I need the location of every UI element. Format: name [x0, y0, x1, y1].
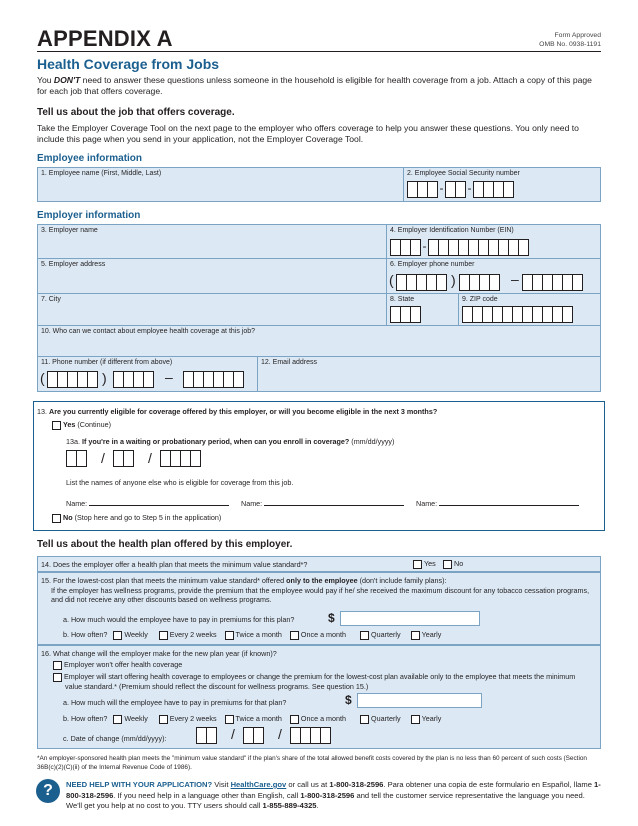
zip-label: 9. ZIP code [462, 296, 498, 303]
help-text: NEED HELP WITH YOUR APPLICATION? Visit HealthCare.gov or call us at 1-800-318-2596. Para obtener una copia de este formulario en Español, llame 1-800-318-2596. If you need help in a language other than English, call 1-800-318-2596 and tell the customer service representative the language you need. We'll get you help at no cost to you. TTY users should call 1-855-889-4325. [66, 780, 601, 810]
slash: / [148, 450, 152, 466]
healthcare-link[interactable]: HealthCare.gov [230, 780, 287, 789]
q14-question: 14. Does the employer offer a health plan that meets the minimum value standard*? [41, 560, 308, 569]
q13a-year-boxes[interactable] [160, 450, 200, 467]
q13-no-option[interactable]: No (Stop here and go to Step 5 in the application) [52, 513, 221, 523]
employer-address-field[interactable] [38, 259, 387, 294]
freq-once-month[interactable]: Once a month [290, 714, 346, 723]
name-field-2[interactable]: Name: [241, 498, 404, 508]
omb-number: OMB No. 0938-1191 [539, 41, 601, 48]
open-paren: ( [40, 370, 45, 386]
how-often-label: b. How often? [63, 630, 108, 639]
q16c-question: c. Date of change (mm/dd/yyyy): [63, 734, 167, 743]
phone2-prefix-boxes[interactable] [113, 371, 153, 388]
q15a-question: a. How much would the employee have to pay in premiums for this plan? [63, 615, 295, 624]
city-label: 7. City [41, 296, 61, 303]
q13-box [33, 401, 605, 531]
employer-heading: Employer information [37, 210, 141, 221]
q16-option-1[interactable]: Employer won't offer health coverage [53, 660, 182, 670]
ssn-field[interactable] [404, 168, 600, 201]
q13-yes-checkbox[interactable] [52, 421, 61, 430]
city-field[interactable] [38, 294, 387, 326]
q16b-frequency [63, 714, 441, 724]
q16-question: 16. What change will the employer make for the new plan year (if known)? [41, 649, 277, 658]
freq-weekly[interactable]: Weekly [113, 630, 147, 639]
zip-boxes[interactable] [462, 306, 572, 323]
ssn-boxes[interactable]: - - [407, 181, 513, 198]
employer-phone-prefix-boxes[interactable] [459, 274, 499, 291]
employer-address-label: 5. Employer address [41, 261, 106, 268]
dollar-sign: $ [345, 693, 352, 707]
q16a-question: a. How much will the employee have to pay in premiums for that plan? [63, 698, 287, 707]
ein-field[interactable] [387, 225, 600, 259]
state-boxes[interactable] [390, 306, 420, 323]
open-paren: ( [389, 272, 394, 288]
freq-once-month[interactable]: Once a month [290, 630, 346, 639]
q14-no-option[interactable]: No [443, 559, 463, 569]
phone2-field[interactable] [38, 357, 258, 391]
employee-name-label: 1. Employee name (First, Middle, Last) [41, 170, 162, 177]
dash: – [511, 271, 519, 287]
freq-quarterly[interactable]: Quarterly [360, 630, 401, 639]
dash: – [165, 369, 173, 385]
ein-boxes[interactable]: - [390, 239, 528, 256]
q16c-day-boxes[interactable] [243, 727, 263, 744]
employer-grid [37, 224, 601, 392]
slash: / [231, 726, 235, 742]
plan-heading: Tell us about the health plan offered by this employer. [37, 539, 293, 550]
q16-option-2[interactable]: Employer will start offering health coverage to employees or change the premium for the lowest-cost plan available only to the employee that meets the minimum value standard.* (Premium should reflect the discount for wellness programs. See question 15.) [53, 672, 593, 691]
q16-option-1-checkbox[interactable] [53, 661, 62, 670]
freq-yearly[interactable]: Yearly [411, 630, 442, 639]
state-label: 8. State [390, 296, 415, 303]
ssn-label: 2. Employee Social Security number [407, 170, 520, 177]
job-instructions: Take the Employer Coverage Tool on the next page to the employer who offers coverage to help you answer these questions. You only need to include this page when you send in your application, not the Employer Coverage Tool. [37, 123, 579, 144]
state-field[interactable] [387, 294, 459, 326]
help-icon: ? [36, 779, 60, 803]
contact-field[interactable] [38, 326, 600, 357]
email-label: 12. Email address [261, 359, 318, 366]
q16c-year-boxes[interactable] [290, 727, 330, 744]
q13a-day-boxes[interactable] [113, 450, 133, 467]
q13a-month-boxes[interactable] [66, 450, 86, 467]
header-divider [37, 51, 601, 52]
q15-block [37, 572, 601, 645]
employer-phone-area-boxes[interactable] [396, 274, 446, 291]
employee-name-field[interactable] [38, 168, 404, 201]
page-title: APPENDIX A [37, 26, 173, 51]
zip-field[interactable] [459, 294, 600, 326]
job-heading: Tell us about the job that offers coverage. [37, 107, 235, 118]
q13-yes-option[interactable]: Yes (Continue) [52, 420, 111, 430]
email-field[interactable] [258, 357, 600, 391]
close-paren: ) [102, 370, 107, 386]
q14-no-checkbox[interactable] [443, 560, 452, 569]
q14-yes-checkbox[interactable] [413, 560, 422, 569]
q16c-month-boxes[interactable] [196, 727, 216, 744]
intro-text: You DON'T need to answer these questions unless someone in the household is eligible for health coverage from a job. Attach a copy of this page for each job that offers coverage. [37, 75, 592, 96]
freq-weekly[interactable]: Weekly [113, 714, 147, 723]
employer-phone-label: 6. Employer phone number [390, 261, 475, 268]
freq-twice-month[interactable]: Twice a month [225, 630, 282, 639]
dollar-sign: $ [328, 611, 335, 625]
employer-phone-field[interactable] [387, 259, 600, 294]
phone2-label: 11. Phone number (if different from above) [41, 359, 173, 366]
how-often-label: b. How often? [63, 714, 108, 723]
q13a-question: 13a. If you're in a waiting or probationary period, when can you enroll in coverage? (mm/dd/yyyy) [66, 437, 395, 446]
section-title: Health Coverage from Jobs [37, 56, 220, 72]
name-field-3[interactable]: Name: [416, 498, 579, 508]
slash: / [278, 726, 282, 742]
slash: / [101, 450, 105, 466]
freq-yearly[interactable]: Yearly [411, 714, 442, 723]
form-approval [539, 31, 601, 49]
q16-option-2-checkbox[interactable] [53, 673, 62, 682]
q13-question: 13. Are you currently eligible for coverage offered by this employer, or will you become eligible in the next 3 months? [37, 407, 438, 416]
q15-question: 15. For the lowest-cost plan that meets the minimum value standard* offered only to the employee (don't include family plans): If the employer has wellness programs, provide the premium that the employee would pay if he/ she received the maximum discount for any tobacco cessation programs, and did not receive any other discounts based on wellness programs. [41, 576, 590, 604]
employee-grid [37, 167, 601, 202]
employer-phone-line-boxes[interactable] [522, 274, 582, 291]
list-names-instruction: List the names of anyone else who is eligible for coverage from this job. [66, 478, 294, 487]
employee-heading: Employee information [37, 153, 143, 164]
phone2-line-boxes[interactable] [183, 371, 243, 388]
name-field-1[interactable]: Name: [66, 498, 229, 508]
employer-name-field[interactable] [38, 225, 387, 259]
ein-label: 4. Employer Identification Number (EIN) [390, 227, 514, 234]
contact-label: 10. Who can we contact about employee health coverage at this job? [41, 328, 256, 335]
q14-yes-option[interactable]: Yes [413, 559, 436, 569]
q16-block [37, 645, 601, 749]
close-paren: ) [451, 272, 456, 288]
employer-name-label: 3. Employer name [41, 227, 98, 234]
q15a-amount-input[interactable] [340, 611, 480, 626]
q14-row [37, 556, 601, 572]
footnote: *An employer-sponsored health plan meets the "minimum value standard" if the plan's share of the total allowed benefit costs covered by the plan is no less than 60 percent of such costs (Section 36B(c)(2)(C)(ii) of the Internal Revenue Code of 1986). [37, 755, 587, 771]
freq-quarterly[interactable]: Quarterly [360, 714, 401, 723]
freq-every-2-weeks[interactable]: Every 2 weeks [159, 630, 217, 639]
q15b-frequency [63, 630, 441, 640]
q16a-amount-input[interactable] [357, 693, 482, 708]
freq-twice-month[interactable]: Twice a month [225, 714, 282, 723]
phone2-area-boxes[interactable] [47, 371, 97, 388]
freq-every-2-weeks[interactable]: Every 2 weeks [159, 714, 217, 723]
form-approved-text: Form Approved [554, 32, 601, 39]
q13-no-checkbox[interactable] [52, 514, 61, 523]
